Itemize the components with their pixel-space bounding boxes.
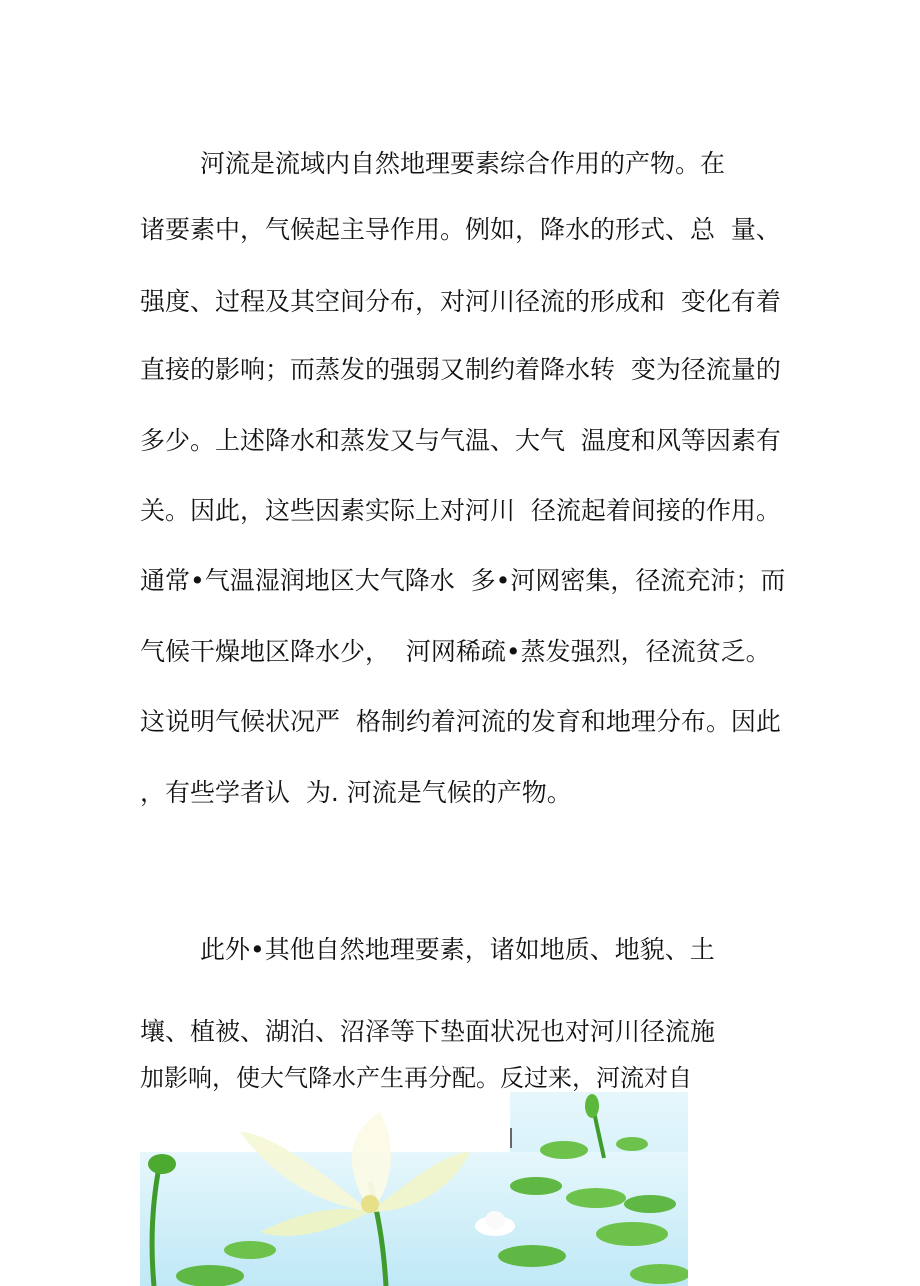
paragraph-line: 这说明气候状况严 格制约着河流的发育和地理分布。因此 [140, 707, 781, 736]
lotus-pond-image [140, 1092, 688, 1286]
paragraph-line: 河流是流域内自然地理要素综合作用的产物。在 [200, 149, 726, 178]
paragraph-line: 加影响，使大气降水产生再分配。反过来，河流对自 [140, 1064, 692, 1092]
paragraph-line: 诸要素中，气候起主导作用。例如，降水的形式、总 量、 [140, 215, 781, 244]
paragraph-line: 多少。上述降水和蒸发又与气温、大气 温度和风等因素有 [140, 426, 781, 455]
paragraph-line: 气候干燥地区降水少， 河网稀疏•蒸发强烈，径流贫乏。 [140, 637, 771, 666]
lotus-pond-illustration [140, 1092, 688, 1286]
paragraph-line: 此外•其他自然地理要素，诸如地质、地貌、土 [200, 935, 715, 964]
paragraph-line: 壤、植被、湖泊、沼泽等下垫面状况也对河川径流施 [140, 1017, 716, 1046]
paragraph-line: ，有些学者认 为. 河流是气候的产物。 [140, 778, 572, 807]
paragraph-line: 关。因此，这些因素实际上对河川 径流起着间接的作用。 [140, 496, 781, 525]
paragraph-line: 直接的影响；而蒸发的强弱又制约着降水转 变为径流量的 [140, 355, 781, 384]
paragraph-line: 强度、过程及其空间分布，对河川径流的形成和 变化有着 [140, 287, 781, 316]
paragraph-line: 通常•气温湿润地区大气降水 多•河网密集，径流充沛；而 [140, 566, 786, 595]
